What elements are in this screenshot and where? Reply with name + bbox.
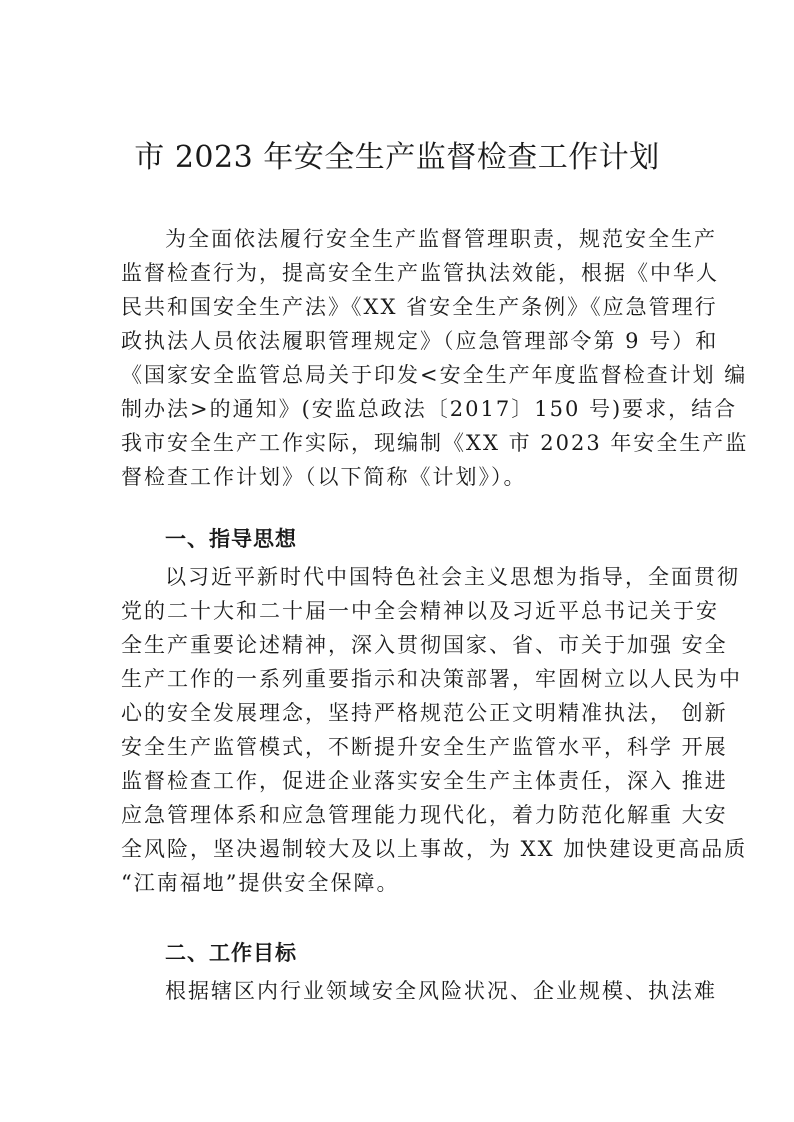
paragraph-line: 制办法>的通知》(安监总政法〔2017〕150 号)要求，结合 bbox=[121, 397, 738, 421]
paragraph-line: 安全生产监管模式，不断提升安全生产监管水平，科学 开展 bbox=[121, 735, 728, 759]
document-title: 市 2023 年安全生产监督检查工作计划 bbox=[134, 140, 660, 175]
paragraph-line: 心的安全发展理念，坚持严格规范公正文明精准执法， 创新 bbox=[121, 701, 728, 725]
paragraph-line: 监督检查行为，提高安全生产监管执法效能，根据《中华人 bbox=[121, 261, 719, 285]
paragraph-line: 根据辖区内行业领域安全风险状况、企业规模、执法难 bbox=[165, 979, 717, 1003]
section-heading: 二、工作目标 bbox=[165, 941, 297, 965]
paragraph-line: 以习近平新时代中国特色社会主义思想为指导，全面贯彻 bbox=[165, 565, 740, 589]
paragraph-line: “江南福地”提供安全保障。 bbox=[121, 871, 400, 895]
section-heading: 一、指导思想 bbox=[165, 527, 297, 551]
paragraph-line: 我市安全生产工作实际，现编制《XX 市 2023 年安全生产监 bbox=[121, 431, 749, 455]
paragraph-line: 生产工作的一系列重要指示和决策部署，牢固树立以人民为中 bbox=[121, 667, 742, 691]
paragraph-line: 全风险，坚决遏制较大及以上事故，为 XX 加快建设更高品质 bbox=[121, 837, 748, 861]
paragraph-line: 为全面依法履行安全生产监督管理职责，规范安全生产 bbox=[165, 227, 717, 251]
paragraph-line: 监督检查工作，促进企业落实安全生产主体责任，深入 推进 bbox=[121, 769, 728, 793]
paragraph-line: 督检查工作计划》（以下简称《计划》）。 bbox=[121, 465, 527, 489]
paragraph-line: 民共和国安全生产法》《XX 省安全生产条例》《应急管理行 bbox=[121, 295, 718, 319]
paragraph-line: 全生产重要论述精神，深入贯彻国家、省、市关于加强 安全 bbox=[121, 633, 728, 657]
paragraph-line: 应急管理体系和应急管理能力现代化，着力防范化解重 大安 bbox=[121, 803, 728, 827]
paragraph-line: 党的二十大和二十届一中全会精神以及习近平总书记关于安 bbox=[121, 599, 719, 623]
paragraph-line: 政执法人员依法履职管理规定》（应急管理部令第 9 号）和 bbox=[121, 329, 719, 353]
paragraph-line: 《国家安全监管总局关于印发<安全生产年度监督检查计划 编 bbox=[121, 363, 748, 387]
